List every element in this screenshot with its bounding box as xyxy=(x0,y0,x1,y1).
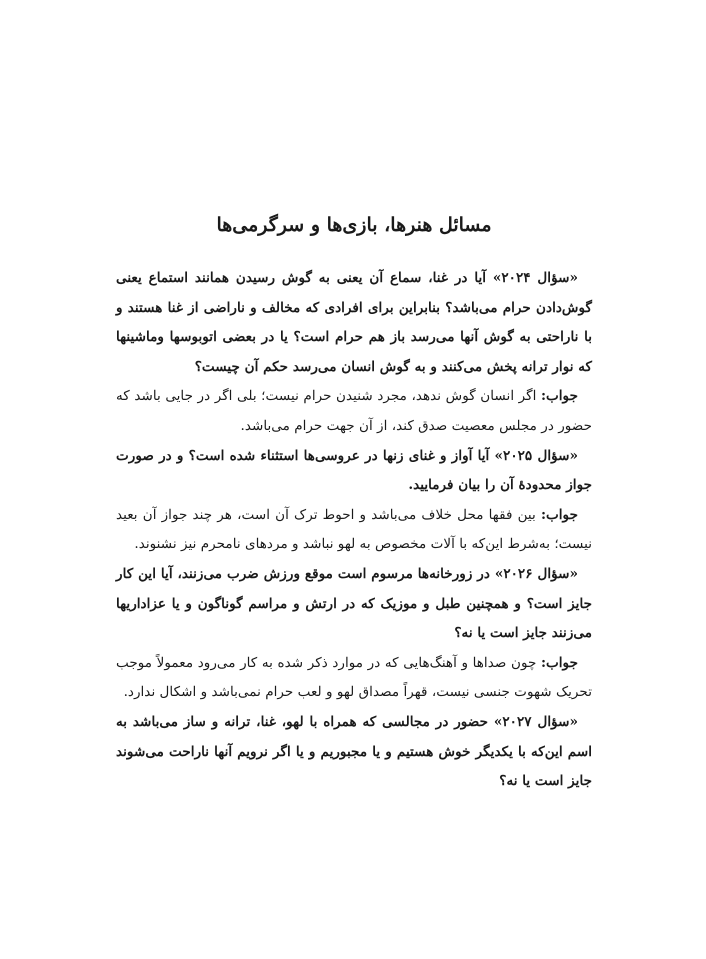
question-text: در زورخانه‌ها مرسوم است موقع ورزش ضرب می‌زنند، آیا این کار جایز است؟ و همچنین طبل و موزیک که در ارتش و مراسم گوناگون و یا عزاداریها می‌زنند جایز است یا نه؟ xyxy=(116,565,592,642)
answer-2026 xyxy=(116,649,592,708)
question-text: حضور در مجالسی که همراه با لهو، غنا، ترانه و ساز می‌باشد به اسم این‌که با یکدیگر خوش هستیم و یا مجبوریم و یا اگر نرویم آنها ناراحت می‌شوند جایز است یا نه؟ xyxy=(116,713,592,790)
document-page xyxy=(116,210,592,797)
answer-2024 xyxy=(116,382,592,441)
page-title: مسائل هنرها، بازی‌ها و سرگرمی‌ها xyxy=(216,214,492,236)
question-2027 xyxy=(116,708,592,797)
answer-label: جواب: xyxy=(540,506,578,523)
answer-text: چون صداها و آهنگ‌هایی که در موارد ذکر شده به کار می‌رود معمولاً موجب تحریک شهوت جنسی نیست، قهراً مصداق لهو و لعب حرام نمی‌باشد و اشکال ندارد. xyxy=(116,654,592,701)
question-number: «سؤال ۲۰۲۷» xyxy=(493,713,579,730)
answer-text: بین فقها محل خلاف می‌باشد و احوط ترک آن است، هر چند جواز آن بعید نیست؛ به‌شرط این‌که با آلات مخصوص به لهو نباشد و مردهای نامحرم نیز نشنوند. xyxy=(116,506,592,553)
question-text: آیا آواز و غنای زنها در عروسی‌ها استثناء شده است؟ و در صورت جواز محدودهٔ آن را بیان فرمایید. xyxy=(116,447,592,494)
question-number: «سؤال ۲۰۲۴» xyxy=(492,270,578,286)
answer-label: جواب: xyxy=(540,388,578,405)
question-number: «سؤال ۲۰۲۶» xyxy=(494,565,579,582)
answer-2025 xyxy=(116,501,592,560)
answer-text: اگر انسان گوش ندهد، مجرد شنیدن حرام نیست؛ بلی اگر در جایی باشد که حضور در مجلس معصیت صدق کند، از آن جهت حرام می‌باشد. xyxy=(116,388,592,434)
question-2025 xyxy=(116,442,592,501)
answer-label: جواب: xyxy=(540,654,578,671)
question-text: آیا در غنا، سماع آن یعنی به گوش رسیدن همانند استماع یعنی گوش‌دادن حرام می‌باشد؟ بنابراین برای افرادی که مخالف و ناراضی از غنا هستند و با ناراحتی به گوش آنها می‌رسد باز هم حرام است؟ یا در بعضی اتوبوسها وماشینها که نوار ترانه پخش می‌کنند و به گوش انسان می‌رسد حکم آن چیست؟ xyxy=(116,270,592,375)
question-2026 xyxy=(116,560,592,649)
question-number: «سؤال ۲۰۲۵» xyxy=(494,447,579,464)
question-2024 xyxy=(116,264,592,382)
